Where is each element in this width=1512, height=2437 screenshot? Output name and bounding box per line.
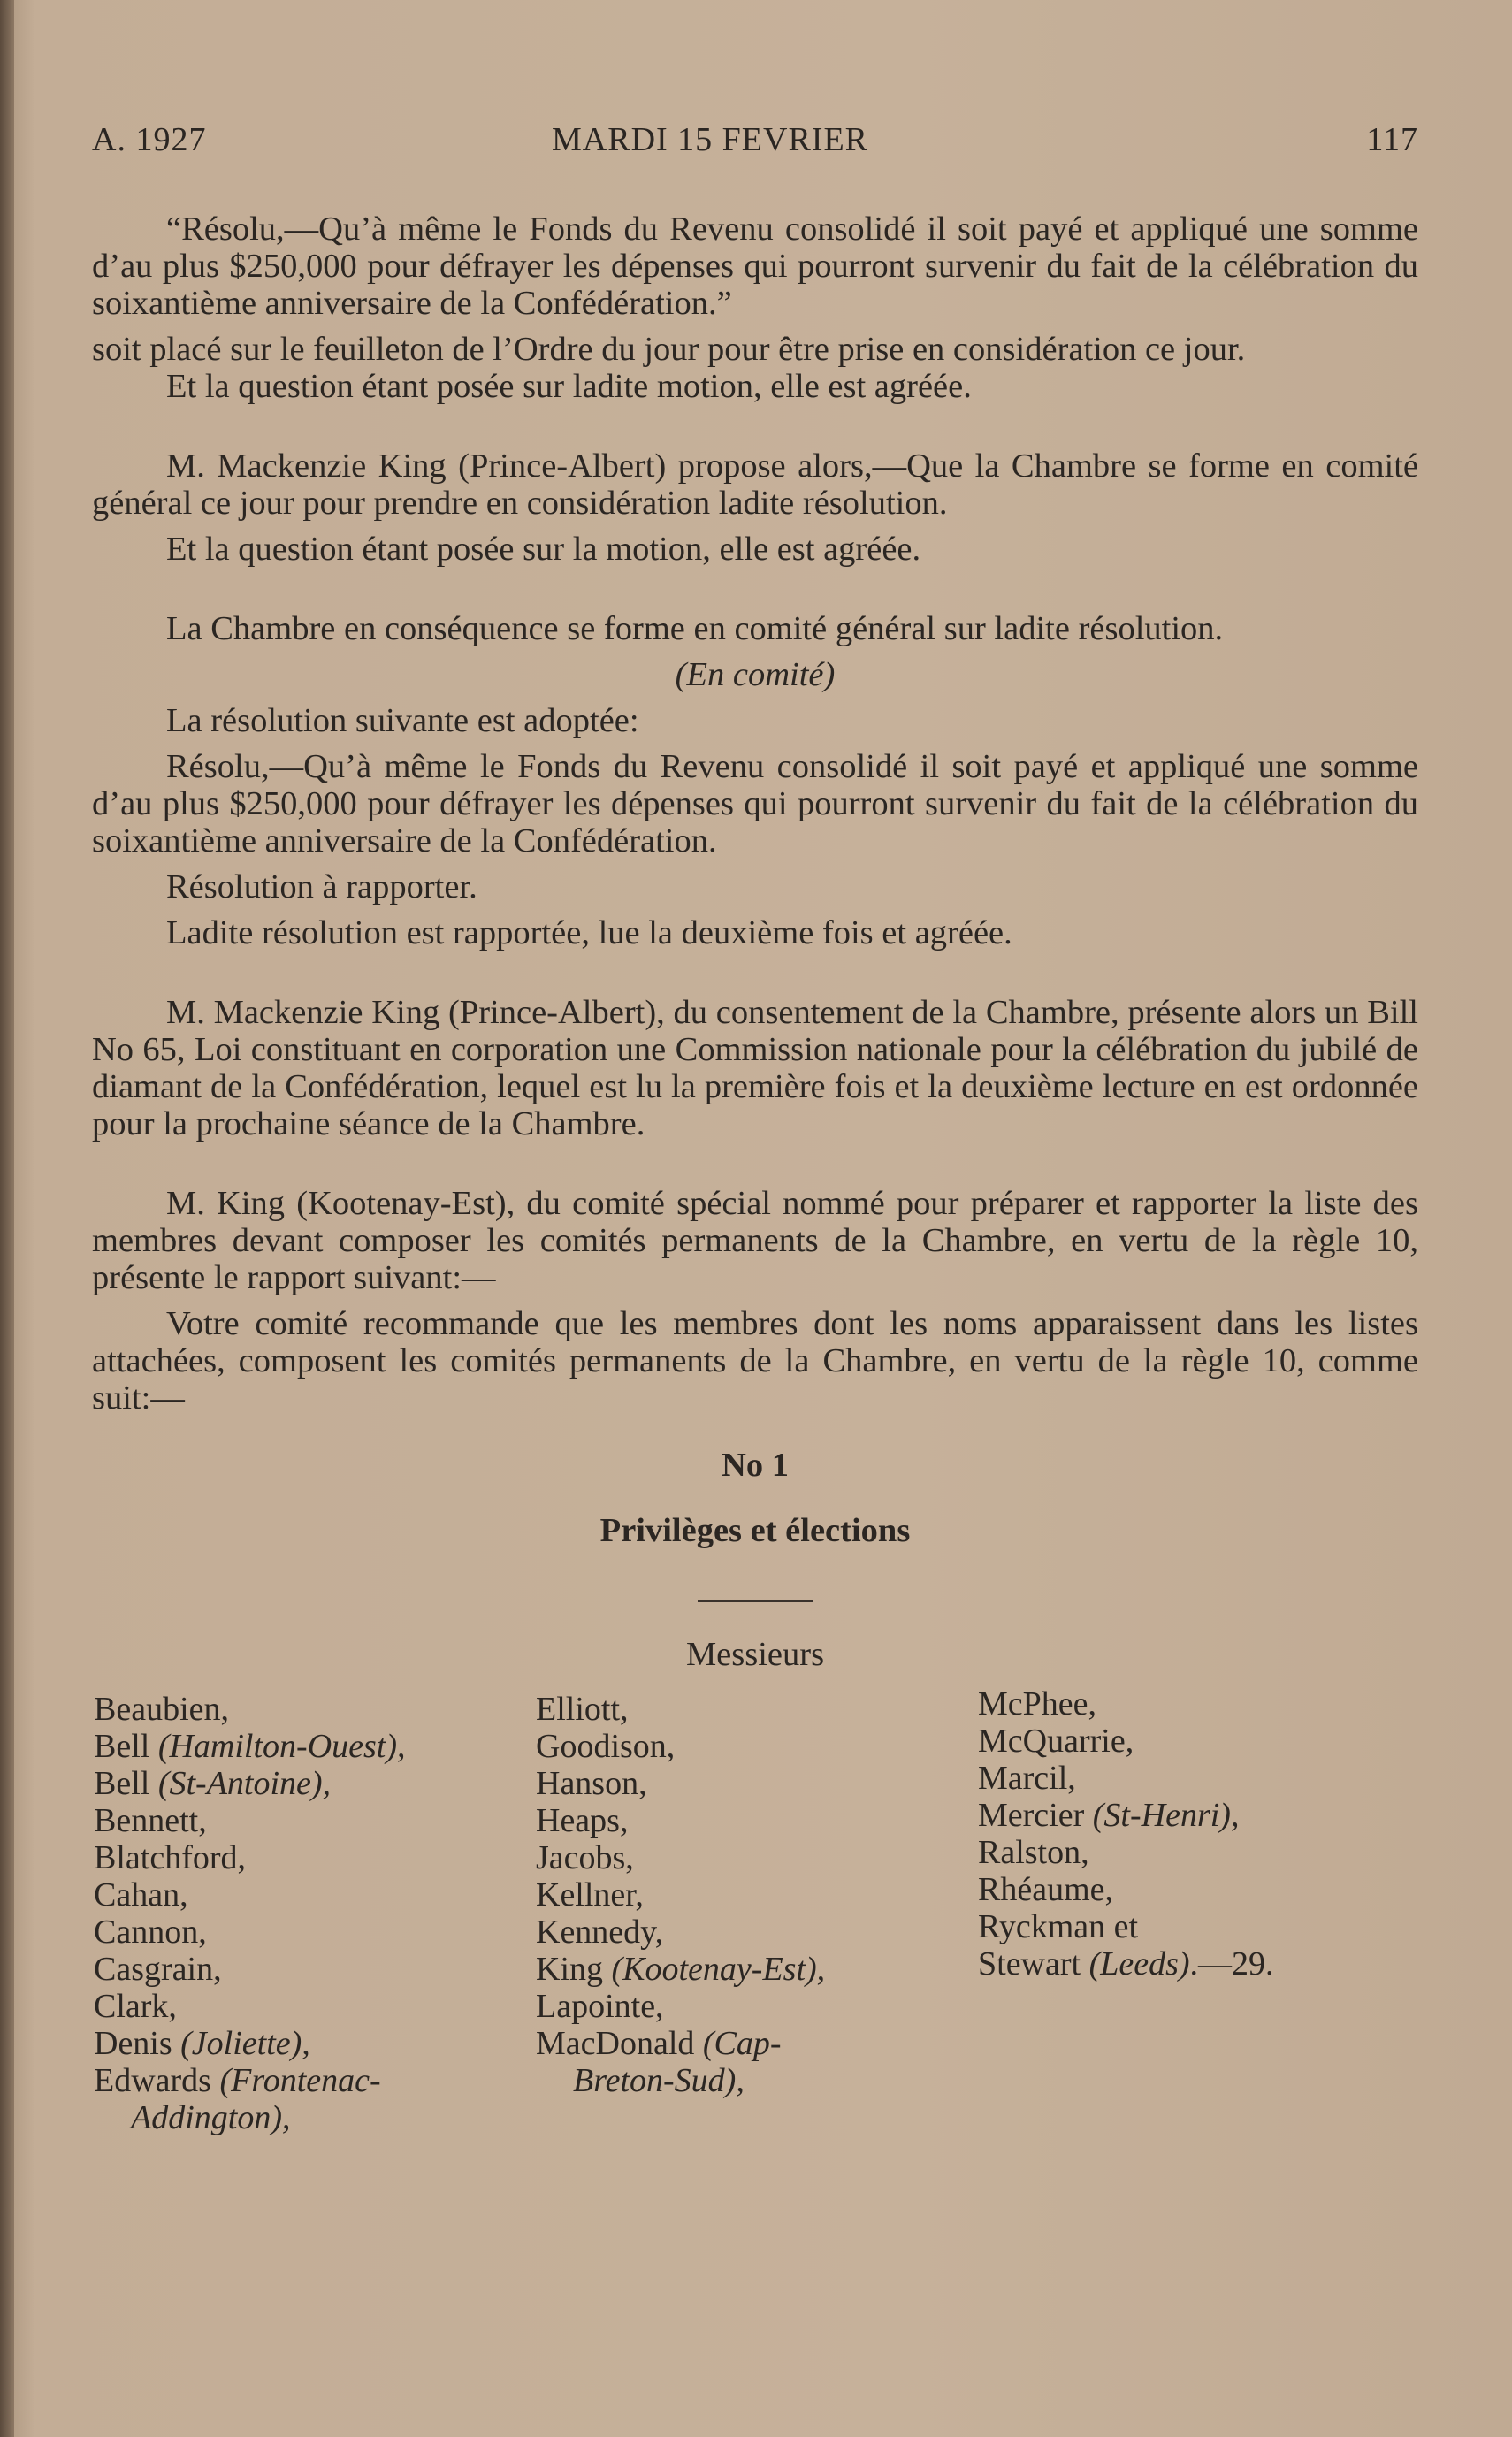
paragraph-bill-65: M. Mackenzie King (Prince-Albert), du consentement de la Chambre, présente alors un Bill No 65, Loi constituant en corporation une Commission nationale pour la célébration du jubilé de diamant de la Confédération, lequel est lu la première fois et la deuxième lecture en est ordonnée pour la prochaine séance de la Chambre. [92,994,1418,1142]
member-entry: Hanson, [536,1765,647,1802]
header-year: A. 1927 [92,121,207,158]
member-entry: Bell (St-Antoine), [94,1765,332,1802]
paragraph-resolution-report: Résolution à rapporter. [166,868,477,905]
paragraph-resolution-reported: Ladite résolution est rapportée, lue la deuxième fois et agréée. [166,914,1012,951]
member-entry: Goodison, [536,1728,676,1765]
member-entry: Blatchford, [94,1839,247,1876]
member-entry: Ryckman et [978,1908,1139,1945]
members-column-3 [978,1685,1274,1982]
member-entry: Kellner, [536,1876,644,1914]
member-entry: Kennedy, [536,1914,664,1951]
paragraph-king-report: M. King (Kootenay-Est), du comité spécial nommé pour préparer et rapporter la liste des membres devant composer les comités permanents de la Chambre, en vertu de la règle 10, présente le rapport suivant:— [92,1185,1418,1296]
member-entry: Mercier (St-Henri), [978,1797,1240,1834]
member-entry-continuation: Breton-Sud), [573,2062,745,2099]
member-entry: Denis (Joliette), [94,2025,310,2062]
member-entry: Stewart (Leeds).—29. [978,1945,1274,1982]
member-entry: Clark, [94,1988,177,2025]
paragraph-motion-agreed-2: Et la question étant posée sur la motion, elle est agréée. [166,531,921,568]
member-entry: Marcil, [978,1760,1076,1797]
paragraph-quoted-resolution: “Résolu,—Qu’à même le Fonds du Revenu consolidé il soit payé et appliqué une somme d’au plus $250,000 pour défrayer les dépenses qui pourront survenir du fait de la célébration du soixantième anniversaire de la Confédération.” [92,210,1418,322]
divider-rule [698,1600,813,1602]
in-committee-heading: (En comité) [675,656,836,693]
members-column-1 [94,1691,406,2136]
page-binding-edge [0,0,14,2437]
members-list [92,1685,1418,2151]
member-entry-continuation: Addington), [131,2099,291,2136]
member-entry: Rhéaume, [978,1871,1114,1908]
member-entry: Cahan, [94,1876,188,1914]
member-entry: Elliott, [536,1691,629,1728]
member-entry: Ralston, [978,1834,1089,1871]
paragraph-resolution-adopted: La résolution suivante est adoptée: [166,702,639,739]
header-page-number: 117 [1366,121,1418,158]
header-date: MARDI 15 FEVRIER [552,121,869,158]
member-entry: Bennett, [94,1802,207,1839]
paragraph-motion-agreed-1: Et la question étant posée sur ladite motion, elle est agréée. [166,368,972,405]
member-entry: Edwards (Frontenac- [94,2062,381,2099]
paragraph-mackenzie-king-proposal: M. Mackenzie King (Prince-Albert) propose alors,—Que la Chambre se forme en comité général ce jour pour prendre en considération ladite résolution. [92,447,1418,522]
messieurs-heading: Messieurs [685,1636,825,1673]
member-entry: MacDonald (Cap- [536,2025,782,2062]
paragraph-resolution-text: Résolu,—Qu’à même le Fonds du Revenu consolidé il soit payé et appliqué une somme d’au plus $250,000 pour défrayer les dépenses qui pourront survenir du fait de la célébration du soixantième anniversaire de la Confédération. [92,748,1418,859]
member-entry: Jacobs, [536,1839,634,1876]
page-header [92,120,1418,164]
member-entry: Beaubien, [94,1691,230,1728]
member-entry: King (Kootenay-Est), [536,1951,826,1988]
member-entry: McPhee, [978,1685,1097,1723]
paragraph-order-of-day: soit placé sur le feuilleton de l’Ordre du jour pour être prise en considération ce jour. [92,331,1246,368]
paragraph-committee-recommendation: Votre comité recommande que les membres dont les noms apparaissent dans les listes attachées, composent les comités permanents de la Chambre, en vertu de la règle 10, comme suit:— [92,1305,1418,1417]
document-body [92,210,1418,2151]
member-entry: Bell (Hamilton-Ouest), [94,1728,406,1765]
member-entry: Cannon, [94,1914,207,1951]
committee-title: Privilèges et élections [599,1512,911,1549]
member-entry: Casgrain, [94,1951,222,1988]
paragraph-committee-formed: La Chambre en conséquence se forme en comité général sur ladite résolution. [166,610,1224,647]
member-entry: McQuarrie, [978,1723,1134,1760]
member-entry: Heaps, [536,1802,629,1839]
committee-number: No 1 [722,1447,789,1484]
members-column-2 [536,1691,825,2099]
member-entry: Lapointe, [536,1988,664,2025]
